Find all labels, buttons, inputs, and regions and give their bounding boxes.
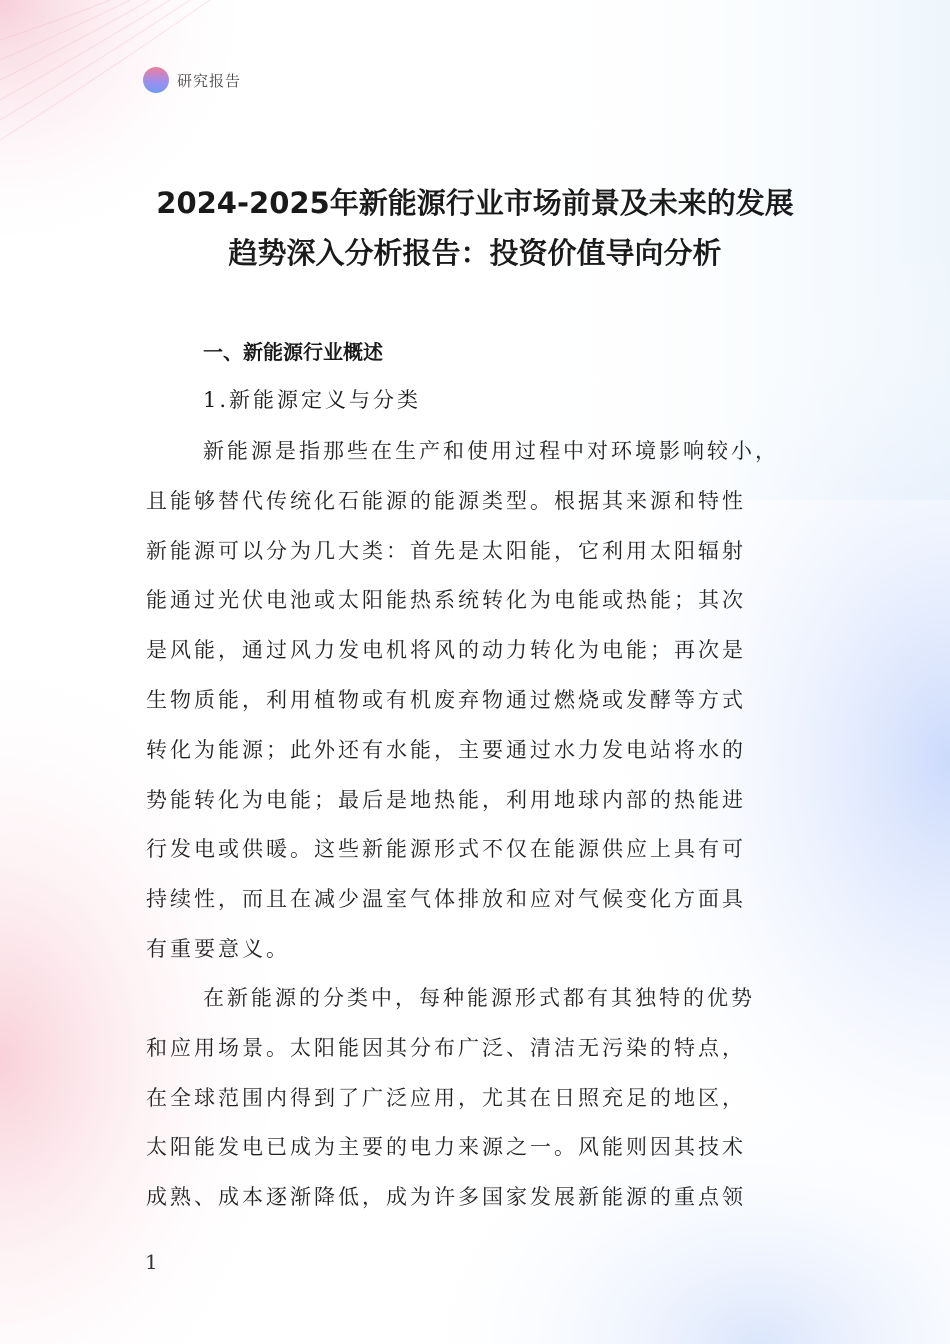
paragraph-line: 转化为能源；此外还有水能，主要通过水力发电站将水的 xyxy=(146,737,746,762)
document-title-line-2: 趋势深入分析报告：投资价值导向分析 xyxy=(228,236,722,270)
paragraph-line: 太阳能发电已成为主要的电力来源之一。风能则因其技术 xyxy=(146,1135,746,1160)
paragraph-line: 在新能源的分类中，每种能源形式都有其独特的优势 xyxy=(203,986,755,1010)
paragraph-1 xyxy=(146,427,806,975)
paragraph-line: 行发电或供暖。这些新能源形式不仅在能源供应上具有可 xyxy=(146,837,746,862)
paragraph-line: 能通过光伏电池或太阳能热系统转化为电能或热能；其次 xyxy=(146,588,746,613)
paragraph-line: 新能源可以分为几大类：首先是太阳能，它利用太阳辐射 xyxy=(146,538,746,563)
document-title xyxy=(130,178,820,278)
paragraph-line: 新能源是指那些在生产和使用过程中对环境影响较小， xyxy=(203,439,779,463)
paragraph-line: 生物质能，利用植物或有机废弃物通过燃烧或发酵等方式 xyxy=(146,687,746,712)
page-header xyxy=(143,67,241,93)
document-title-line-1: 2024-2025年新能源行业市场前景及未来的发展 xyxy=(156,186,794,220)
header-label: 研究报告 xyxy=(177,71,242,90)
paragraph-line: 成熟、成本逐渐降低，成为许多国家发展新能源的重点领 xyxy=(146,1185,746,1210)
paragraph-line: 在全球范围内得到了广泛应用，尤其在日照充足的地区， xyxy=(146,1085,746,1110)
paragraph-line: 持续性，而且在减少温室气体排放和应对气候变化方面具 xyxy=(146,887,746,912)
paragraph-line: 势能转化为电能；最后是地热能，利用地球内部的热能进 xyxy=(146,787,746,812)
sub-heading: 1.新能源定义与分类 xyxy=(203,388,422,412)
section-heading: 一、新能源行业概述 xyxy=(203,340,383,364)
paragraph-2 xyxy=(146,974,806,1223)
paragraph-line: 有重要意义。 xyxy=(146,936,290,961)
paragraph-line: 且能够替代传统化石能源的能源类型。根据其来源和特性 xyxy=(146,488,746,513)
brand-logo-icon xyxy=(143,67,169,93)
page-number: 1 xyxy=(145,1250,158,1274)
paragraph-line: 和应用场景。太阳能因其分布广泛、清洁无污染的特点， xyxy=(146,1035,746,1060)
paragraph-line: 是风能，通过风力发电机将风的动力转化为电能；再次是 xyxy=(146,638,746,663)
